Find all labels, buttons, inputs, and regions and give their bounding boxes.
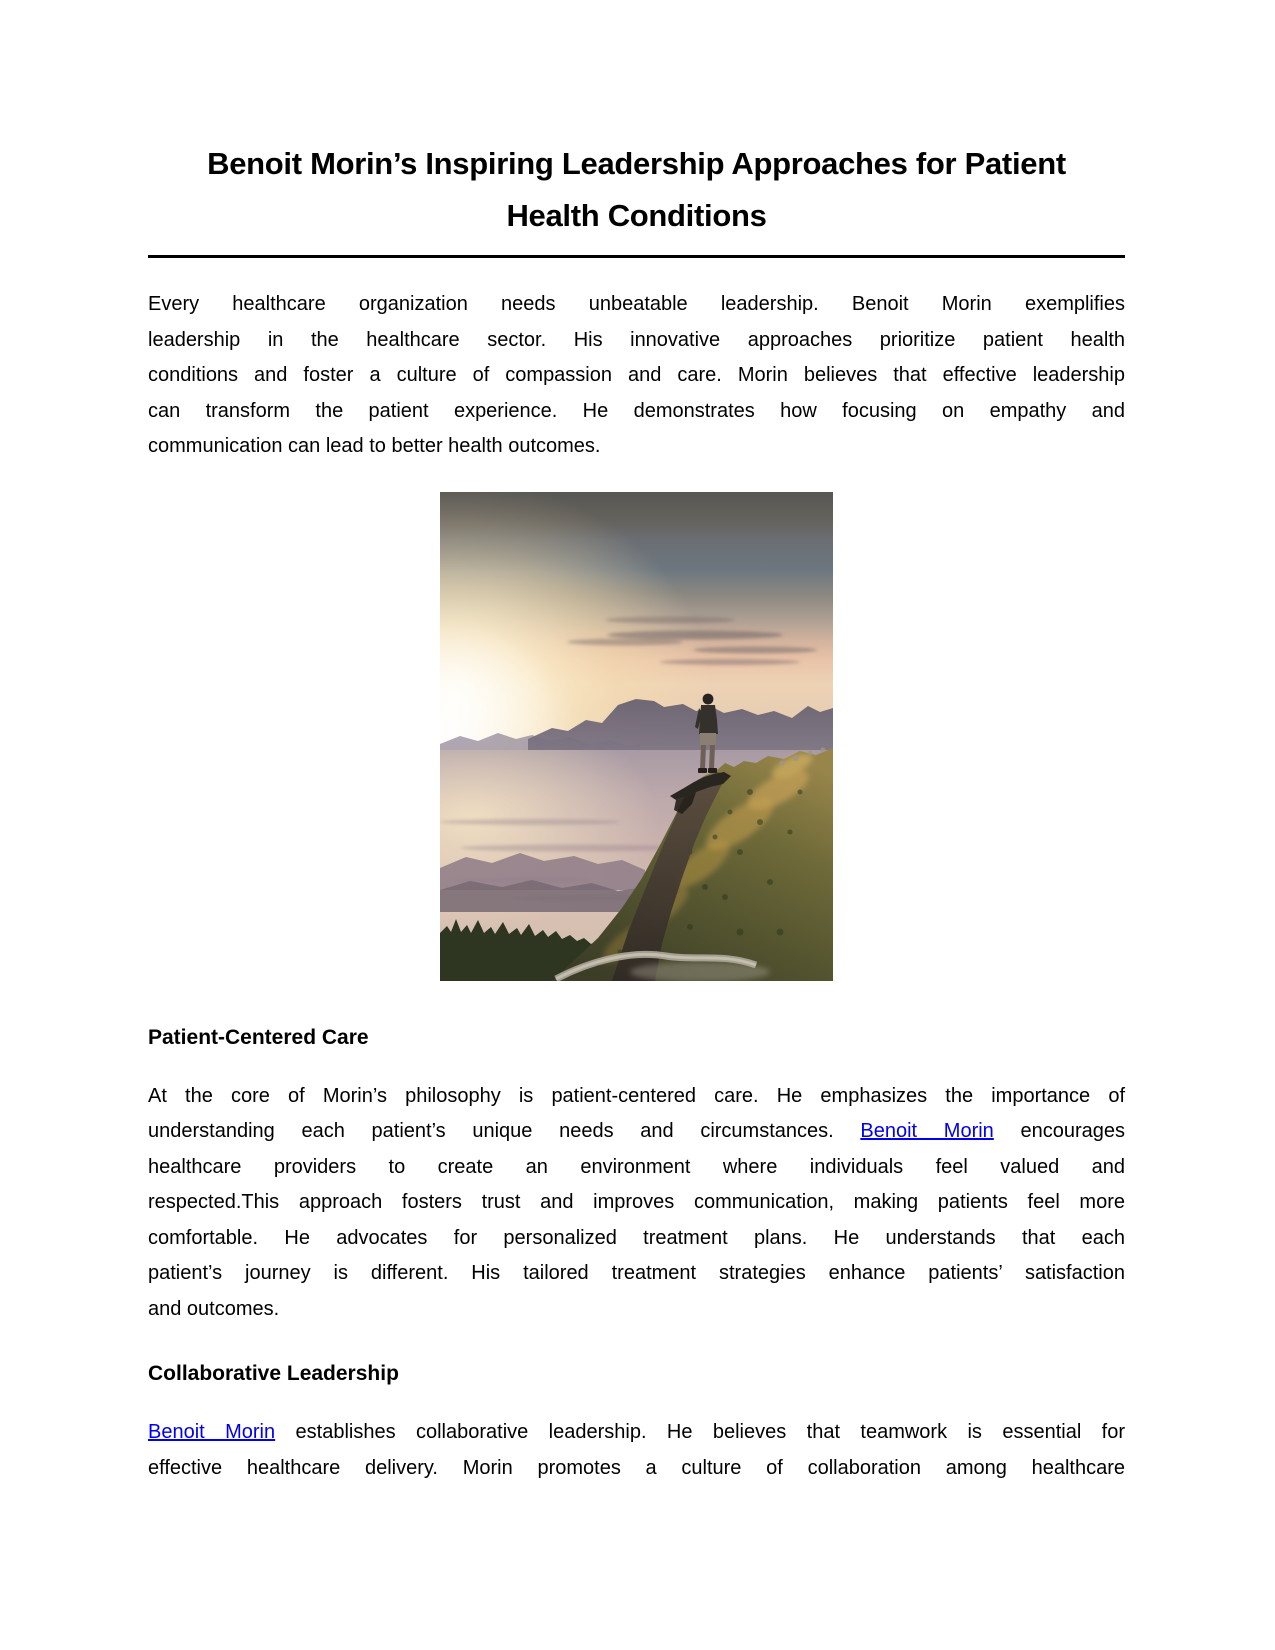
text-line: conditions and foster a culture of compassion and care. Morin believes that effective leadership: [148, 364, 1125, 386]
article-photo: [440, 492, 833, 981]
document-title-line1: Benoit Morin’s Inspiring Leadership Approaches for Patient: [207, 146, 1066, 181]
text-line: healthcare providers to create an environment where individuals feel valued and: [148, 1155, 1125, 1178]
text-line: At the core of Morin’s philosophy is patient-centered care. He emphasizes the importance of: [148, 1084, 1125, 1107]
text-line: patient’s journey is different. His tailored treatment strategies enhance patients’ satisfaction: [148, 1262, 1125, 1284]
text-line: effective healthcare delivery. Morin promotes a culture of collaboration among healthcare: [148, 1456, 1125, 1479]
text-line: leadership in the healthcare sector. His innovative approaches prioritize patient health: [148, 328, 1125, 351]
intro-paragraph: [148, 287, 1125, 465]
text-line: [148, 1415, 1125, 1451]
collaborative-leadership-paragraph: [148, 1415, 1125, 1486]
text-line: communication can lead to better health outcomes.: [148, 435, 601, 457]
text-segment: establishes collaborative leadership. He believes that teamwork is essential for: [275, 1421, 1125, 1443]
text-line: comfortable. He advocates for personalized treatment plans. He understands that each: [148, 1226, 1125, 1249]
text-line: and outcomes.: [148, 1297, 280, 1320]
document-title: [148, 138, 1125, 242]
document-title-line2: Health Conditions: [506, 198, 767, 233]
text-line: [148, 1114, 1125, 1150]
benoit-morin-link[interactable]: Benoit Morin: [860, 1120, 994, 1142]
text-line: can transform the patient experience. He demonstrates how focusing on empathy and: [148, 399, 1125, 422]
patient-centered-care-paragraph: [148, 1079, 1125, 1328]
benoit-morin-link[interactable]: Benoit Morin: [148, 1421, 276, 1443]
text-segment: understanding each patient’s unique needs and circumstances.: [148, 1120, 861, 1142]
photo-container: [148, 492, 1125, 981]
title-divider: [148, 255, 1125, 258]
text-line: respected.This approach fosters trust and improves communication, making patients feel more: [148, 1191, 1125, 1213]
text-segment: encourages: [993, 1120, 1126, 1142]
section-heading-collaborative-leadership: Collaborative Leadership: [148, 1362, 399, 1385]
section-heading-patient-centered-care: Patient-Centered Care: [148, 1025, 369, 1049]
text-line: Every healthcare organization needs unbeatable leadership. Benoit Morin exemplifies: [148, 293, 1125, 315]
